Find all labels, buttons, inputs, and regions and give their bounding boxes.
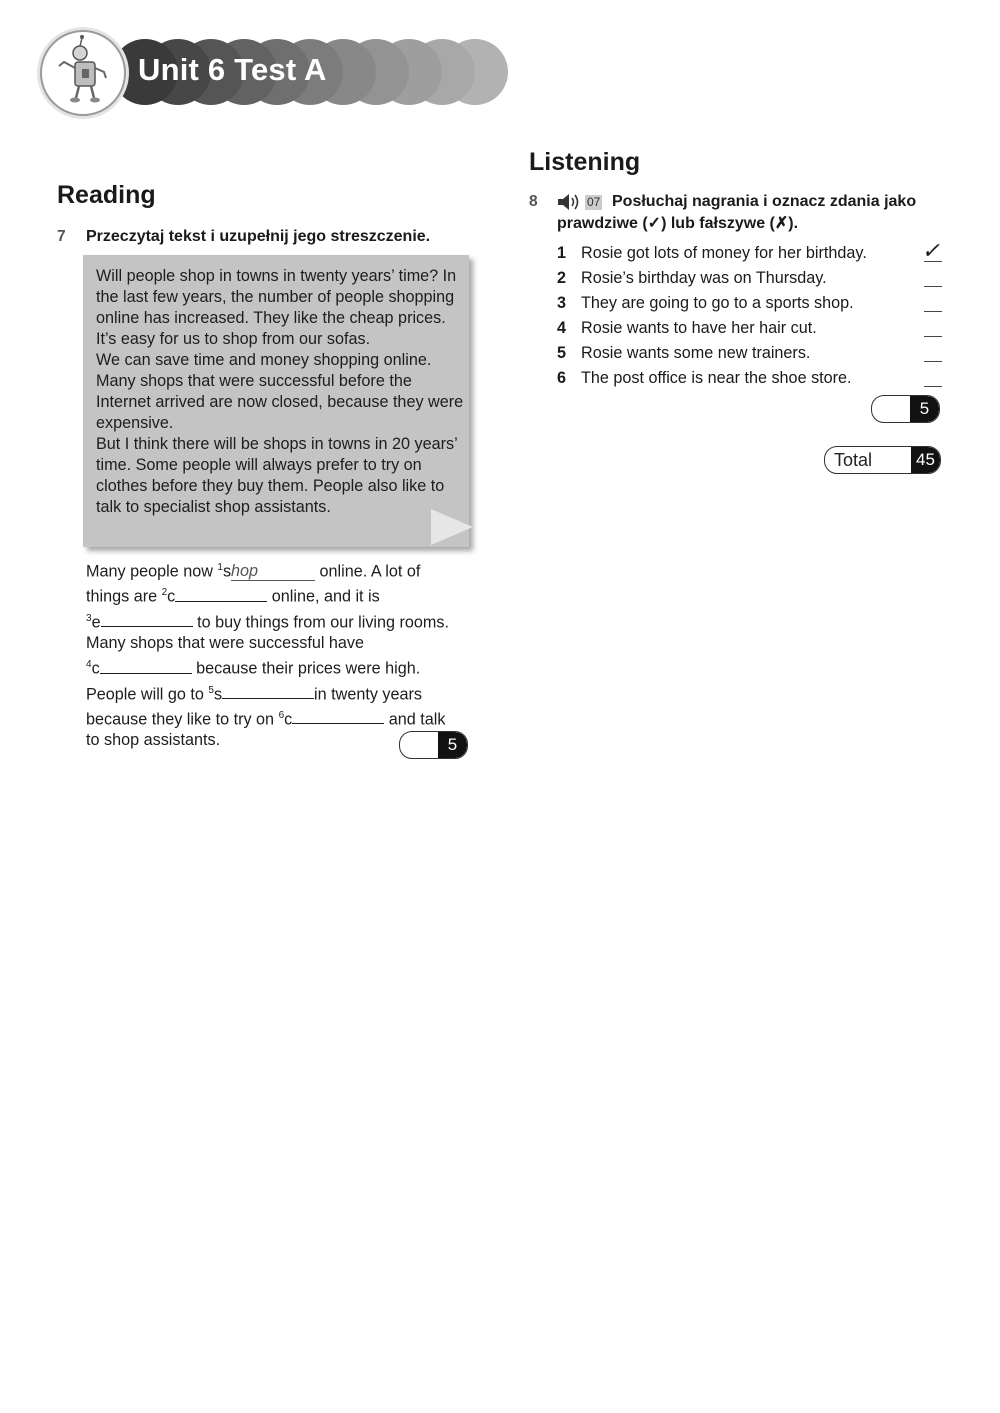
reading-paragraph: But I think there will be shops in towns in 20 years’ time. Some people will always prefer to try on clothes before they buy them. People also like to talk to specialist shop assistants.	[96, 435, 458, 516]
item-text: Rosie got lots of money for her birthday.	[581, 244, 867, 262]
gap-4-input[interactable]	[100, 658, 192, 674]
answer-line[interactable]	[924, 336, 942, 337]
summary-line	[86, 654, 476, 679]
reading-heading: Reading	[57, 181, 156, 209]
listening-heading: Listening	[529, 148, 641, 176]
robot-logo-icon	[40, 30, 126, 116]
list-item	[557, 316, 942, 341]
gap-letter: s	[213, 684, 223, 703]
answer-line[interactable]	[924, 311, 942, 312]
reading-paragraph: Will people shop in towns in twenty years’ time? In the last few years, the number of people shopping online has increased. They like the cheap prices. It’s easy for us to shop from our sofas.	[96, 267, 457, 348]
item-text: They are going to go to a sports shop.	[581, 294, 854, 312]
page-turn-arrow-icon	[431, 509, 473, 545]
total-label: Total	[834, 450, 873, 470]
summary-text: because they like to try on	[86, 710, 279, 729]
listening-statement-list	[557, 238, 942, 391]
audio-track-number: 07	[587, 195, 601, 209]
summary-line	[86, 557, 476, 582]
summary-line	[86, 705, 476, 730]
item-number: 6	[557, 369, 567, 387]
answer-line[interactable]	[924, 386, 942, 387]
gap-5-input[interactable]	[222, 683, 314, 699]
summary-line	[86, 608, 476, 633]
gap-number: 6	[278, 709, 285, 721]
gap-number: 1	[217, 562, 223, 573]
item-text: Rosie’s birthday was on Thursday.	[581, 269, 827, 287]
check-mark-icon: ✓	[921, 238, 940, 263]
gap-letter: s	[222, 562, 232, 581]
gap-6-input[interactable]	[292, 708, 384, 724]
gap-3-input[interactable]	[101, 611, 193, 627]
summary-text: because their prices were high.	[191, 659, 421, 678]
list-item	[557, 266, 942, 291]
item-number: 4	[557, 319, 567, 337]
gap-letter: c	[284, 710, 293, 729]
item-text: Rosie wants some new trainers.	[581, 344, 811, 362]
listening-instruction-line1: Posłuchaj nagrania i oznacz zdania jako	[612, 193, 917, 210]
gap-2-input[interactable]	[175, 586, 267, 602]
list-item	[557, 291, 942, 316]
gap-1-example-answer: hop	[231, 563, 315, 581]
item-number: 3	[557, 294, 567, 312]
summary-text: People will go to	[86, 684, 209, 703]
gap-number: 5	[208, 684, 214, 696]
listening-score-box	[871, 395, 940, 423]
total-score-box	[824, 446, 941, 474]
listening-instruction-line2: prawdziwe (✓) lub fałszywe (✗).	[557, 215, 799, 232]
summary-text: online. A lot of	[315, 562, 421, 581]
summary-line: Many shops that were successful have	[86, 634, 365, 653]
answer-line[interactable]	[924, 361, 942, 362]
item-number: 5	[557, 344, 567, 362]
list-item	[557, 366, 942, 391]
reading-score-box	[399, 731, 468, 759]
summary-text: to buy things from our living rooms.	[192, 613, 449, 632]
total-score-value: 45	[911, 447, 940, 473]
gap-letter: c	[167, 587, 176, 606]
reading-instruction: Przeczytaj tekst i uzupełnij jego streszczenie.	[86, 228, 431, 245]
gap-number: 4	[86, 659, 92, 671]
task-number-8: 8	[529, 193, 538, 210]
gap-letter: e	[91, 613, 101, 632]
list-item	[557, 238, 942, 266]
listening-score-value: 5	[910, 396, 939, 422]
summary-text: in twenty years	[314, 684, 423, 703]
gap-letter: c	[91, 659, 100, 678]
unit-header	[40, 30, 520, 116]
reading-score-value: 5	[438, 732, 467, 758]
reading-paragraph: We can save time and money shopping online. Many shops that were successful before the Internet arrived are now closed, because they were expensive.	[96, 351, 464, 432]
reading-summary	[86, 557, 476, 751]
answer-line[interactable]	[924, 286, 942, 287]
item-text: Rosie wants to have her hair cut.	[581, 319, 817, 337]
page-title: Unit 6 Test A	[138, 52, 327, 87]
summary-text: Many people now	[86, 562, 218, 581]
summary-text: and talk	[384, 710, 446, 729]
item-number: 1	[557, 244, 567, 262]
answer-line[interactable]	[924, 261, 942, 262]
task-number-7: 7	[57, 228, 66, 245]
summary-line	[86, 680, 476, 705]
audio-speaker-icon[interactable]	[557, 193, 579, 211]
summary-line	[86, 582, 476, 607]
item-text: The post office is near the shoe store.	[581, 369, 852, 387]
gap-number: 3	[86, 612, 92, 624]
list-item	[557, 341, 942, 366]
gap-number: 2	[161, 587, 168, 599]
summary-text: things are	[86, 587, 162, 606]
summary-text: online, and it is	[267, 587, 380, 606]
reading-text-box	[83, 255, 469, 547]
summary-line: to shop assistants.	[86, 731, 221, 750]
reading-passage	[96, 266, 466, 518]
item-number: 2	[557, 269, 567, 287]
